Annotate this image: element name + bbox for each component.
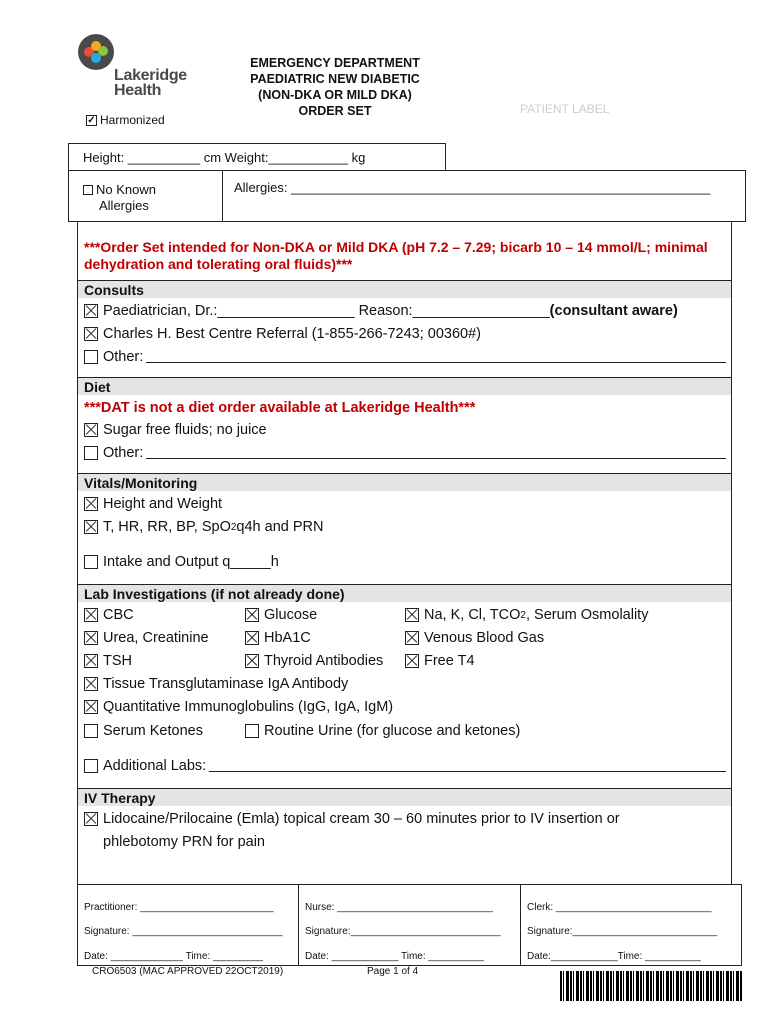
- practitioner-field[interactable]: Practitioner: ________________________: [84, 902, 274, 913]
- checkbox-icon: [84, 446, 98, 460]
- diet-warning: ***DAT is not a diet order available at Lakeridge Health***: [84, 400, 476, 416]
- checked-box-icon: [84, 654, 98, 668]
- allergies-field[interactable]: Allergies: __________________________________________________________: [234, 180, 711, 195]
- consult-paediatrician[interactable]: Paediatrician, Dr.:_________________ Reason:_________________ (consultant aware): [84, 303, 678, 319]
- no-known-allergies-checkbox[interactable]: No Known Allergies: [69, 171, 223, 221]
- lab-immunoglobulins[interactable]: Quantitative Immunoglobulins (IgG, IgA, IgM): [84, 699, 393, 715]
- checkbox-icon: [83, 185, 93, 195]
- iv-emla[interactable]: Lidocaine/Prilocaine (Emla) topical cream 30 – 60 minutes prior to IV insertion or: [84, 811, 620, 827]
- checked-box-icon: [84, 304, 98, 318]
- height-weight-field[interactable]: Height: __________ cm Weight:___________ kg: [68, 143, 446, 170]
- checkbox-icon: [84, 555, 98, 569]
- lab-free-t4[interactable]: Free T4: [405, 653, 475, 669]
- diet-sugar-free[interactable]: Sugar free fluids; no juice: [84, 422, 267, 438]
- checked-box-icon: [84, 700, 98, 714]
- lab-serum-ketones[interactable]: Serum Ketones: [84, 723, 203, 739]
- checked-box-icon: [84, 327, 98, 341]
- nurse-date[interactable]: Date: ____________ Time: __________: [305, 951, 485, 962]
- lab-routine-urine[interactable]: Routine Urine (for glucose and ketones): [245, 723, 520, 739]
- patient-label-area: PATIENT LABEL: [520, 102, 610, 116]
- lakeridge-logo: [78, 34, 198, 104]
- vitals-intake-output[interactable]: Intake and Output q_____h: [84, 554, 279, 570]
- form-id: CRO6503 (MAC APPROVED 22OCT2019): [92, 966, 284, 977]
- lab-hba1c[interactable]: HbA1C: [245, 630, 311, 646]
- checked-box-icon: [405, 608, 419, 622]
- practitioner-date[interactable]: Date: _____________ Time: _________: [84, 951, 264, 962]
- section-labs: Lab Investigations (if not already done): [78, 584, 731, 602]
- clerk-field[interactable]: Clerk: ____________________________: [527, 902, 712, 913]
- iv-emla-continued: phlebotomy PRN for pain: [103, 834, 265, 850]
- lab-cbc[interactable]: CBC: [84, 607, 134, 623]
- checked-box-icon: [405, 631, 419, 645]
- patient-info-box: [68, 143, 746, 222]
- checked-box-icon: [84, 608, 98, 622]
- section-vitals: Vitals/Monitoring: [78, 473, 731, 491]
- lab-vbg[interactable]: Venous Blood Gas: [405, 630, 544, 646]
- clerk-signature[interactable]: Signature:__________________________: [527, 926, 718, 937]
- checked-box-icon: [84, 677, 98, 691]
- practitioner-signature[interactable]: Signature: ___________________________: [84, 926, 283, 937]
- vitals-q4h[interactable]: T, HR, RR, BP, SpO 2 q4h and PRN: [84, 519, 323, 535]
- checked-box-icon: [84, 812, 98, 826]
- barcode-icon: [560, 971, 742, 1001]
- page-number: Page 1 of 4: [367, 966, 419, 977]
- nurse-field[interactable]: Nurse: ____________________________: [305, 902, 493, 913]
- lab-additional[interactable]: Additional Labs:: [84, 758, 726, 774]
- checked-box-icon: [84, 423, 98, 437]
- vitals-height-weight[interactable]: Height and Weight: [84, 496, 222, 512]
- lab-ttg[interactable]: Tissue Transglutaminase IgA Antibody: [84, 676, 348, 692]
- checked-box-icon: [405, 654, 419, 668]
- signature-block: [77, 884, 742, 966]
- checked-box-icon: [84, 631, 98, 645]
- form-title: EMERGENCY DEPARTMENT PAEDIATRIC NEW DIABETIC (NON-DKA OR MILD DKA) ORDER SET: [250, 56, 420, 118]
- lab-glucose[interactable]: Glucose: [245, 607, 317, 623]
- logo-mark-icon: [78, 34, 114, 70]
- checkbox-icon: [84, 759, 98, 773]
- consult-other[interactable]: Other:: [84, 349, 726, 365]
- checkmark-icon: ✓: [87, 114, 96, 126]
- consult-best-centre[interactable]: Charles H. Best Centre Referral (1-855-266-7243; 00360#): [84, 326, 481, 342]
- checkbox-icon: [84, 724, 98, 738]
- order-set-body: [77, 222, 732, 884]
- nurse-signature[interactable]: Signature:___________________________: [305, 926, 501, 937]
- section-iv-therapy: IV Therapy: [78, 788, 731, 806]
- lab-thyroid-antibodies[interactable]: Thyroid Antibodies: [245, 653, 383, 669]
- checked-box-icon: [84, 520, 98, 534]
- lab-electrolytes[interactable]: Na, K, Cl, TCO 2 , Serum Osmolality: [405, 607, 648, 623]
- logo-text: Lakeridge Health: [114, 67, 187, 99]
- clerk-date[interactable]: Date:____________Time: __________: [527, 951, 701, 962]
- checkbox-icon: [84, 350, 98, 364]
- checkbox-icon: [245, 724, 259, 738]
- intro-warning: ***Order Set intended for Non-DKA or Mild DKA (pH 7.2 – 7.29; bicarb 10 – 14 mmol/L; minimal dehydration and tolerating oral fluids)***: [84, 239, 708, 272]
- section-consults: Consults: [78, 280, 731, 298]
- diet-other[interactable]: Other:: [84, 445, 726, 461]
- checked-box-icon: [84, 497, 98, 511]
- section-diet: Diet: [78, 377, 731, 395]
- harmonized-checkbox[interactable]: ✓ Harmonized: [87, 113, 165, 127]
- checked-box-icon: [245, 608, 259, 622]
- checked-box-icon: [245, 631, 259, 645]
- checked-box-icon: [245, 654, 259, 668]
- lab-tsh[interactable]: TSH: [84, 653, 132, 669]
- lab-urea[interactable]: Urea, Creatinine: [84, 630, 209, 646]
